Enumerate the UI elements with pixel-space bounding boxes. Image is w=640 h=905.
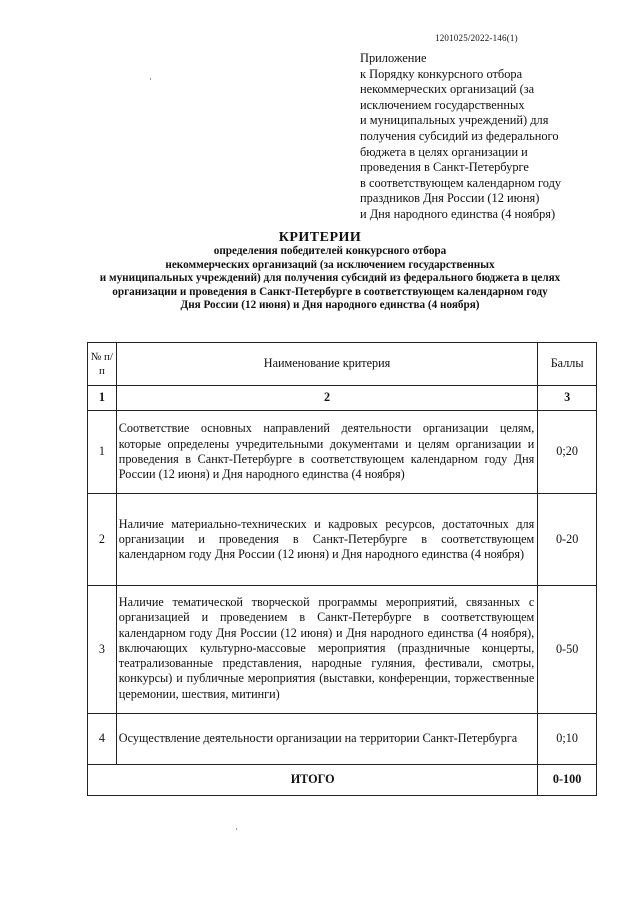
appendix-line: Приложение	[360, 51, 427, 65]
subtitle-line: организации и проведения в Санкт-Петербурге в соответствующем календарном году	[112, 285, 548, 298]
row-criterion	[116, 411, 537, 494]
row-criterion	[116, 586, 537, 714]
criterion-text: Соответствие основных направлений деятельности организации целям, которые определены учредительными документами и целям организации и проведения в Санкт-Петербурге в соответствующем календарном году Дня России (12 июня) и Дня народного единства (4 ноября)	[118, 421, 535, 482]
row-num: 2	[88, 494, 117, 586]
row-criterion	[116, 714, 537, 765]
appendix-line: и муниципальных учреждений) для	[360, 113, 549, 128]
appendix-line: исключением государственных	[360, 97, 525, 112]
appendix-line: проведения в Санкт-Петербурге	[360, 160, 529, 175]
column-index-row	[88, 386, 597, 411]
header-name: Наименование критерия	[116, 343, 537, 386]
appendix-line: получения субсидий из федерального	[360, 128, 559, 143]
column-index-cell: 3	[538, 386, 597, 411]
scan-dot	[150, 78, 151, 80]
subtitle-line: Дня России (12 июня) и Дня народного единства (4 ноября)	[180, 299, 480, 312]
table-row	[88, 586, 597, 714]
header-num: № п/п	[88, 343, 117, 386]
row-score: 0-50	[538, 586, 597, 714]
subtitle-line: некоммерческих организаций (за исключением государственных	[165, 258, 495, 271]
appendix-line: к Порядку конкурсного отбора	[360, 66, 523, 81]
row-score: 0-20	[538, 494, 597, 586]
criteria-table	[87, 342, 597, 796]
appendix-line: праздников Дня России (12 июня)	[360, 191, 540, 206]
document-number: 1201025/2022-146(1)	[435, 33, 518, 43]
row-num: 3	[88, 586, 117, 714]
row-num: 4	[88, 714, 117, 765]
subtitle-line: определения победителей конкурсного отбора	[213, 245, 447, 257]
document-subtitle	[85, 245, 575, 313]
appendix-line: и Дня народного единства (4 ноября)	[360, 206, 556, 221]
appendix-line: в соответствующем календарном году	[360, 175, 562, 190]
criterion-text: Наличие тематической творческой программы мероприятий, связанных с организацией и проведением в Санкт-Петербурге в соответствующем календарном году Дня России (12 июня) и Дня народного единства (4 ноября), включающих культурно-массовые мероприятия (праздничные концерты, театрализованные представления, народные гуляния, фестивали, смотры, конкурсы) и публичные мероприятия (выставки, конференции, торжественные церемонии, шествия, митинги)	[118, 594, 535, 701]
row-score: 0;10	[538, 714, 597, 765]
appendix-line: бюджета в целях организации и	[360, 144, 528, 159]
total-score: 0-100	[538, 765, 597, 796]
scan-dot	[236, 828, 237, 830]
document-title: КРИТЕРИИ	[278, 230, 362, 245]
table-header-row	[88, 343, 597, 386]
subtitle-line: и муниципальных учреждений) для получения субсидий из федерального бюджета в целях	[99, 272, 561, 285]
table-row	[88, 714, 597, 765]
column-index-cell: 1	[88, 386, 117, 411]
row-num: 1	[88, 411, 117, 494]
total-row	[88, 765, 597, 796]
criterion-text: Осуществление деятельности организации на территории Санкт-Петербурга	[118, 731, 518, 746]
row-score: 0;20	[538, 411, 597, 494]
appendix-line: некоммерческих организаций (за	[360, 82, 535, 97]
criterion-text: Наличие материально-технических и кадровых ресурсов, достаточных для организации и проведения в Санкт-Петербурге в соответствующем календарном году Дня России (12 июня) и Дня народного единства (4 ноября)	[118, 516, 535, 562]
column-index-cell: 2	[116, 386, 537, 411]
table-row	[88, 411, 597, 494]
header-score: Баллы	[538, 343, 597, 386]
total-label: ИТОГО	[88, 765, 538, 796]
table-row	[88, 494, 597, 586]
row-criterion	[116, 494, 537, 586]
appendix-block	[360, 51, 595, 223]
